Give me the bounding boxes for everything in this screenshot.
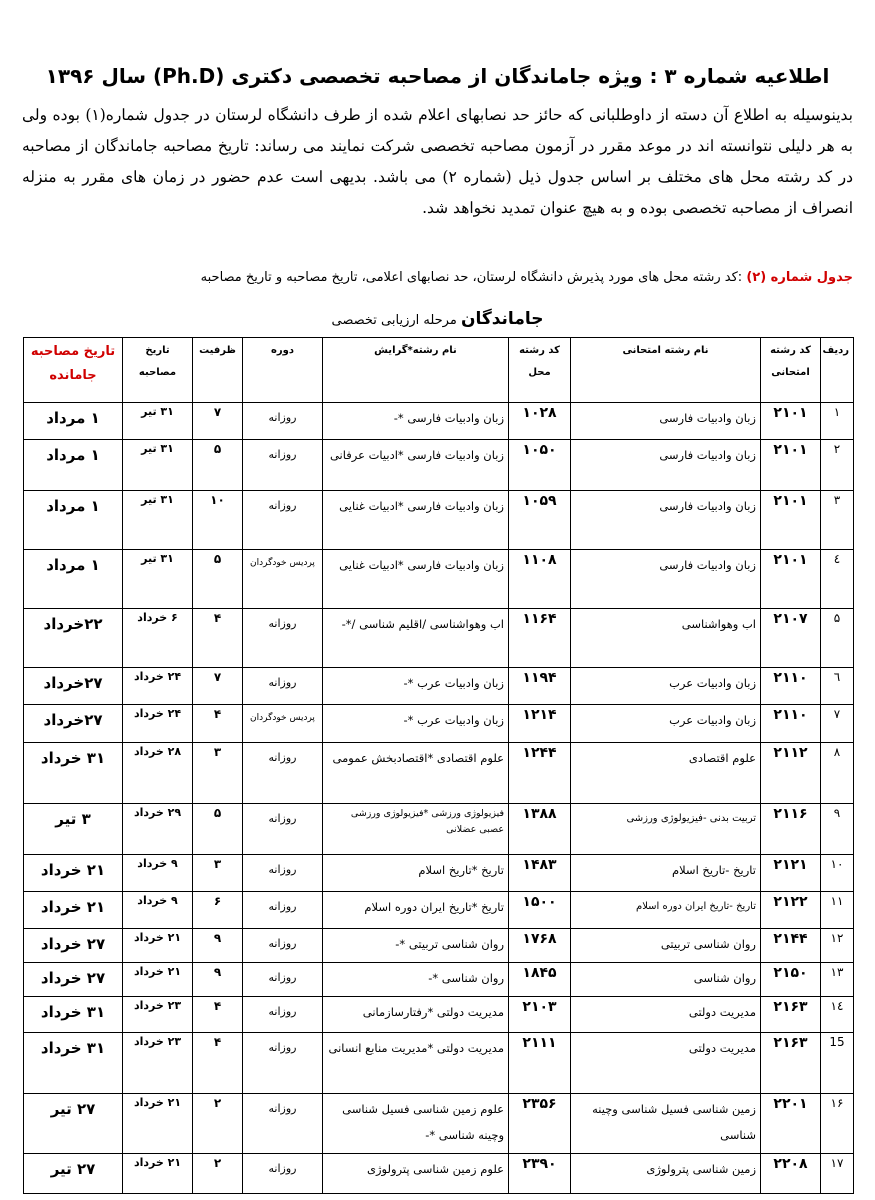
row-capacity: ۵ (193, 550, 243, 609)
table-row (24, 1094, 854, 1154)
row-place-code: ۱۰۵۹ (509, 491, 571, 550)
row-exam-code: ۲۱۱۰ (761, 705, 821, 743)
row-late-date: ۱ مرداد (24, 550, 123, 609)
row-interview-date: ۲۱ خرداد (123, 1154, 193, 1194)
row-exam-name: تاریخ -تاریخ اسلام (571, 855, 761, 892)
header-capacity: ظرفیت (193, 338, 243, 403)
table-row (24, 550, 854, 609)
header-place-code: کد رشته محل (509, 338, 571, 403)
row-place-code: ۱۳۸۸ (509, 804, 571, 855)
row-period: روزانه (243, 892, 323, 929)
row-field-trend: علوم اقتصادی *اقتصادبخش عمومی (323, 743, 509, 804)
row-exam-code: ۲۱۶۳ (761, 1033, 821, 1094)
row-radif: ۳ (821, 491, 854, 550)
row-field-trend: فیزیولوژی ورزشی *فیزیولوژی ورزشی عصبی عضلانی (323, 804, 509, 855)
row-place-code: ۱۵۰۰ (509, 892, 571, 929)
row-exam-name: زبان وادبیات فارسی (571, 491, 761, 550)
table-row (24, 440, 854, 491)
row-late-date: ۲۷خرداد (24, 668, 123, 705)
row-exam-name: زمین شناسی فسیل شناسی وچینه شناسی (571, 1094, 761, 1154)
row-period: پردیس خودگردان (243, 550, 323, 609)
row-late-date: ۲۷ خرداد (24, 963, 123, 997)
row-period: روزانه (243, 1094, 323, 1154)
row-field-trend: تاریخ *تاریخ ایران دوره اسلام (323, 892, 509, 929)
row-period: روزانه (243, 855, 323, 892)
table-caption (22, 266, 853, 290)
row-capacity: ۴ (193, 609, 243, 668)
row-exam-name: روان شناسی (571, 963, 761, 997)
row-exam-code: ۲۱۴۴ (761, 929, 821, 963)
row-exam-name: روان شناسی تربیتی (571, 929, 761, 963)
row-exam-code: ۲۱۰۷ (761, 609, 821, 668)
row-place-code: ۲۳۵۶ (509, 1094, 571, 1154)
row-place-code: ۱۲۱۴ (509, 705, 571, 743)
table-caption-line2 (0, 306, 875, 334)
row-capacity: ۲ (193, 1094, 243, 1154)
row-capacity: ۴ (193, 705, 243, 743)
row-interview-date: ۳۱ تیر (123, 403, 193, 440)
row-capacity: ۳ (193, 743, 243, 804)
row-late-date: ۳۱ خرداد (24, 743, 123, 804)
row-period: روزانه (243, 1154, 323, 1194)
table-row (24, 963, 854, 997)
row-late-date: ۱ مرداد (24, 440, 123, 491)
row-exam-name: تربیت بدنی -فیزیولوژی ورزشی (571, 804, 761, 855)
table-row (24, 804, 854, 855)
row-field-trend: روان شناسی *- (323, 963, 509, 997)
row-exam-name: اب وهواشناسی (571, 609, 761, 668)
row-capacity: ۴ (193, 1033, 243, 1094)
row-capacity: ۳ (193, 855, 243, 892)
row-field-trend: زبان وادبیات فارسی *ادبیات غنایی (323, 550, 509, 609)
row-period: روزانه (243, 963, 323, 997)
row-field-trend: زبان وادبیات فارسی *ادبیات غنایی (323, 491, 509, 550)
row-period: روزانه (243, 1033, 323, 1094)
row-late-date: ۳۱ خرداد (24, 1033, 123, 1094)
row-exam-code: ۲۱۶۳ (761, 997, 821, 1033)
row-field-trend: زبان وادبیات عرب *- (323, 705, 509, 743)
row-exam-code: ۲۱۱۶ (761, 804, 821, 855)
table-body (24, 403, 854, 1194)
row-field-trend: تاریخ *تاریخ اسلام (323, 855, 509, 892)
row-exam-name: زمین شناسی پترولوژی (571, 1154, 761, 1194)
row-late-date: ۱ مرداد (24, 403, 123, 440)
row-place-code: ۱۴۸۳ (509, 855, 571, 892)
header-exam-name: نام رشته امتحانی (571, 338, 761, 403)
row-capacity: ۴ (193, 997, 243, 1033)
row-field-trend: زبان وادبیات فارسی *ادبیات عرفانی (323, 440, 509, 491)
table-row (24, 403, 854, 440)
row-radif: ۲ (821, 440, 854, 491)
row-exam-code: ۲۱۲۱ (761, 855, 821, 892)
row-place-code: ۲۳۹۰ (509, 1154, 571, 1194)
row-period: روزانه (243, 440, 323, 491)
row-radif: ۷ (821, 705, 854, 743)
row-exam-name: زبان وادبیات فارسی (571, 403, 761, 440)
row-place-code: ۲۱۰۳ (509, 997, 571, 1033)
row-field-trend: علوم زمین شناسی پترولوژی (323, 1154, 509, 1194)
row-capacity: ۱۰ (193, 491, 243, 550)
row-late-date: ۲۷ تیر (24, 1094, 123, 1154)
row-exam-code: ۲۱۰۱ (761, 440, 821, 491)
row-period: روزانه (243, 609, 323, 668)
table-row (24, 855, 854, 892)
row-interview-date: ۲۴ خرداد (123, 668, 193, 705)
row-late-date: ۲۷ تیر (24, 1154, 123, 1194)
row-exam-code: ۲۲۰۱ (761, 1094, 821, 1154)
row-period: پردیس خودگردان (243, 705, 323, 743)
row-field-trend: مدیریت دولتی *رفتارسازمانی (323, 997, 509, 1033)
row-capacity: ۹ (193, 929, 243, 963)
row-capacity: ۶ (193, 892, 243, 929)
row-radif: ٤ (821, 550, 854, 609)
header-field-trend: نام رشته*گرایش (323, 338, 509, 403)
row-late-date: ۲۱ خرداد (24, 892, 123, 929)
row-radif: ۱ (821, 403, 854, 440)
row-late-date: ۳ تیر (24, 804, 123, 855)
row-exam-name: زبان وادبیات فارسی (571, 550, 761, 609)
row-capacity: ۷ (193, 403, 243, 440)
row-radif: ۱۷ (821, 1154, 854, 1194)
row-exam-code: ۲۱۲۲ (761, 892, 821, 929)
header-radif: ردیف (821, 338, 854, 403)
table-row (24, 1154, 854, 1194)
row-radif: ۱۶ (821, 1094, 854, 1154)
interview-table (23, 337, 854, 1194)
row-interview-date: ۹ خرداد (123, 892, 193, 929)
row-interview-date: ۲۹ خرداد (123, 804, 193, 855)
row-radif: ٦ (821, 668, 854, 705)
table-row (24, 1033, 854, 1094)
row-radif: ۱۰ (821, 855, 854, 892)
row-period: روزانه (243, 929, 323, 963)
row-interview-date: ۶ خرداد (123, 609, 193, 668)
row-exam-name: زبان وادبیات عرب (571, 705, 761, 743)
row-late-date: ۳۱ خرداد (24, 997, 123, 1033)
table-caption-rest: مرحله ارزیابی تخصصی (331, 313, 461, 328)
header-exam-code: کد رشته امتحانی (761, 338, 821, 403)
row-interview-date: ۲۳ خرداد (123, 1033, 193, 1094)
row-interview-date: ۳۱ تیر (123, 440, 193, 491)
row-exam-code: ۲۱۰۱ (761, 403, 821, 440)
row-place-code: ۱۱۰۸ (509, 550, 571, 609)
row-radif: ۱۱ (821, 892, 854, 929)
row-radif: ١٤ (821, 997, 854, 1033)
row-exam-code: ۲۱۱۲ (761, 743, 821, 804)
row-exam-name: زبان وادبیات فارسی (571, 440, 761, 491)
header-period: دوره (243, 338, 323, 403)
row-radif: 15 (821, 1033, 854, 1094)
table-row (24, 609, 854, 668)
table-row (24, 997, 854, 1033)
row-place-code: ۲۱۱۱ (509, 1033, 571, 1094)
table-caption-label: جدول شماره (۲) (746, 270, 853, 285)
row-exam-name: زبان وادبیات عرب (571, 668, 761, 705)
row-interview-date: ۲۳ خرداد (123, 997, 193, 1033)
row-place-code: ۱۲۴۴ (509, 743, 571, 804)
row-capacity: ۵ (193, 804, 243, 855)
row-period: روزانه (243, 743, 323, 804)
row-field-trend: روان شناسی تربیتی *- (323, 929, 509, 963)
row-exam-code: ۲۱۰۱ (761, 550, 821, 609)
table-header-row (24, 338, 854, 403)
row-place-code: ۱۱۹۴ (509, 668, 571, 705)
row-field-trend: زبان وادبیات فارسی *- (323, 403, 509, 440)
row-interview-date: ۲۱ خرداد (123, 963, 193, 997)
row-radif: ۹ (821, 804, 854, 855)
row-late-date: ۱ مرداد (24, 491, 123, 550)
row-exam-name: مدیریت دولتی (571, 1033, 761, 1094)
row-period: روزانه (243, 668, 323, 705)
row-interview-date: ۲۱ خرداد (123, 929, 193, 963)
row-radif: ۵ (821, 609, 854, 668)
table-row (24, 743, 854, 804)
table-caption-text: :کد رشته محل های مورد پذیرش دانشگاه لرستان، حد نصابهای اعلامی، تاریخ مصاحبه و تاریخ مصاحبه (200, 270, 747, 285)
header-interview-date: تاریخ مصاحبه (123, 338, 193, 403)
row-place-code: ۱۷۶۸ (509, 929, 571, 963)
row-capacity: ۷ (193, 668, 243, 705)
row-exam-name: مدیریت دولتی (571, 997, 761, 1033)
row-exam-name: علوم اقتصادی (571, 743, 761, 804)
table-row (24, 892, 854, 929)
row-exam-code: ۲۲۰۸ (761, 1154, 821, 1194)
row-capacity: ۹ (193, 963, 243, 997)
row-capacity: ۵ (193, 440, 243, 491)
row-late-date: ۲۲خرداد (24, 609, 123, 668)
row-exam-code: ۲۱۵۰ (761, 963, 821, 997)
row-late-date: ۲۷خرداد (24, 705, 123, 743)
row-radif: ۸ (821, 743, 854, 804)
row-place-code: ۱۱۶۴ (509, 609, 571, 668)
row-place-code: ۱۰۲۸ (509, 403, 571, 440)
row-interview-date: ۳۱ تیر (123, 491, 193, 550)
row-radif: ۱۳ (821, 963, 854, 997)
row-period: روزانه (243, 804, 323, 855)
row-late-date: ۲۷ خرداد (24, 929, 123, 963)
row-period: روزانه (243, 403, 323, 440)
table-row (24, 668, 854, 705)
announcement-paragraph: بدینوسیله به اطلاع آن دسته از داوطلبانی که حائز حد نصابهای اعلام شده از طرف دانشگاه لرستان در جدول شماره(۱) بوده ولی به هر دلیلی نتوانسته اند در موعد مقرر در آزمون مصاحبه تخصصی شرکت نمایند می رساند: تاریخ مصاحبه جاماندگان از مصاحبه در کد رشته محل های مختلف بر اساس جدول ذیل (شماره ۲) می باشد. بدیهی است عدم حضور در زمان های مقرر به منزله انصراف از مصاحبه تخصصی بوده و به هیچ عنوان تمدید نخواهد شد. (22, 106, 854, 217)
row-exam-code: ۲۱۰۱ (761, 491, 821, 550)
row-period: روزانه (243, 997, 323, 1033)
page-title: اطلاعیه شماره ۳ : ویژه جاماندگان از مصاحبه تخصصی دکتری (Ph.D) سال ۱۳۹۶ (45, 64, 830, 88)
row-interview-date: ۹ خرداد (123, 855, 193, 892)
table-row (24, 929, 854, 963)
row-exam-code: ۲۱۱۰ (761, 668, 821, 705)
table-row (24, 705, 854, 743)
table-caption-bold: جاماندگان (460, 309, 544, 329)
row-interview-date: ۲۸ خرداد (123, 743, 193, 804)
row-period: روزانه (243, 491, 323, 550)
row-capacity: ۲ (193, 1154, 243, 1194)
row-field-trend: علوم زمین شناسی فسیل شناسی وچینه شناسی *- (323, 1094, 509, 1154)
row-late-date: ۲۱ خرداد (24, 855, 123, 892)
row-exam-name: تاریخ -تاریخ ایران دوره اسلام (571, 892, 761, 929)
row-field-trend: اب وهواشناسی /اقلیم شناسی /*- (323, 609, 509, 668)
header-late-date: تاریخ مصاحبه جامانده (24, 338, 123, 403)
row-field-trend: زبان وادبیات عرب *- (323, 668, 509, 705)
row-place-code: ۱۸۴۵ (509, 963, 571, 997)
row-field-trend: مدیریت دولتی *مدیریت منابع انسانی (323, 1033, 509, 1094)
row-interview-date: ۲۴ خرداد (123, 705, 193, 743)
row-place-code: ۱۰۵۰ (509, 440, 571, 491)
row-interview-date: ۳۱ تیر (123, 550, 193, 609)
row-interview-date: ۲۱ خرداد (123, 1094, 193, 1154)
table-row (24, 491, 854, 550)
row-radif: ۱۲ (821, 929, 854, 963)
